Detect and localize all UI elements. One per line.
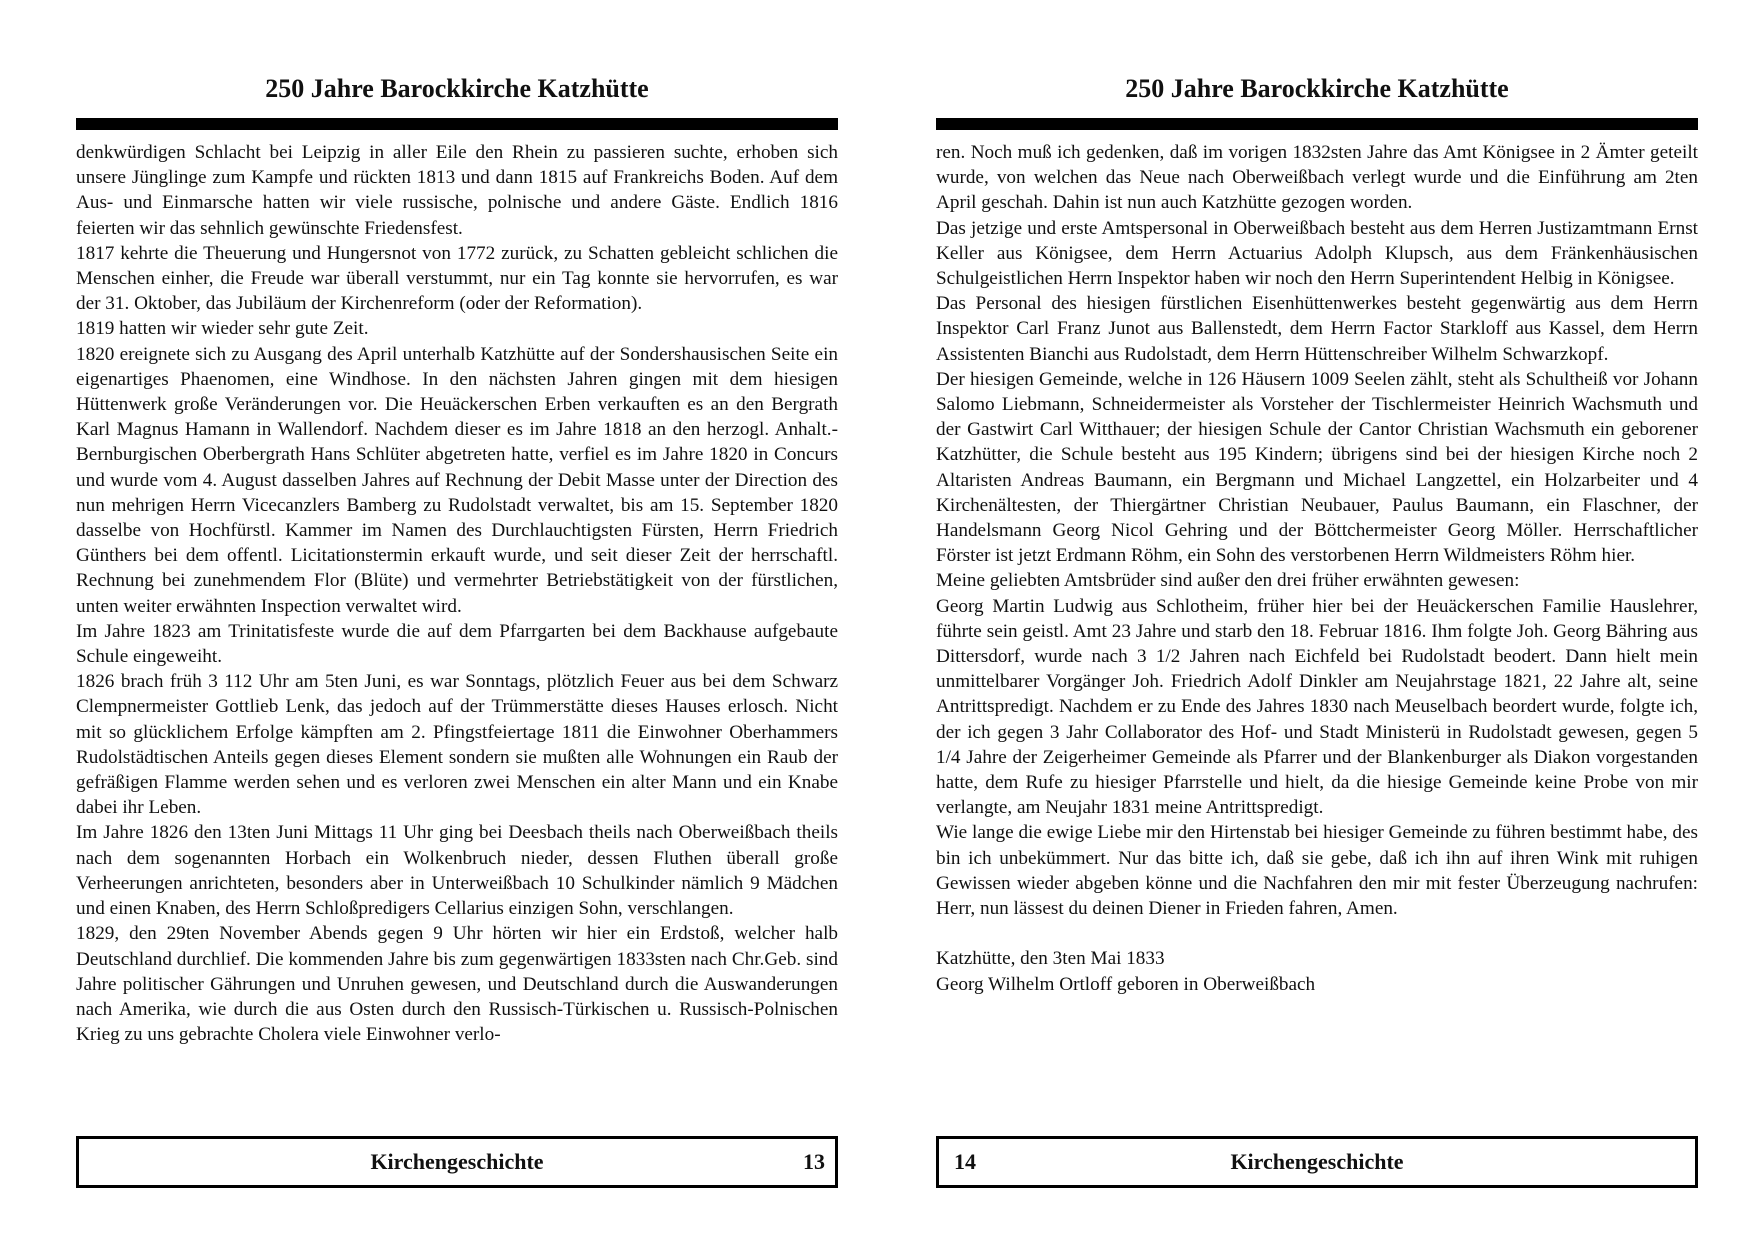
page-number: 13: [803, 1149, 825, 1174]
page-body: [76, 140, 838, 1047]
footer-section-label: Kirchengeschichte: [370, 1149, 544, 1174]
paragraph: 1819 hatten wir wieder sehr gute Zeit.: [76, 318, 369, 340]
paragraph: ren. Noch muß ich gedenken, daß im vorigen 1832sten Jahre das Amt Königsee in 2 Ämter geteilt wurde, von welchen das Neue nach Oberweißbach verlegt wurde und die Einführung am 2ten April geschah. Dahin ist nun auch Katzhütte gezogen worden.: [936, 142, 1698, 214]
paragraph: Meine geliebten Amtsbrüder sind außer den drei früher erwähnten gewesen:: [936, 570, 1520, 592]
paragraph: Das jetzige und erste Amtspersonal in Oberweißbach besteht aus dem Herren Justizamtmann Ernst Keller aus Königsee, dem Herrn Actuarius Adolph Klupsch, aus dem Fränkenhäusischen Schulgeistlichen Herrn Inspektor haben wir noch den Herrn Superintendent Helbig in Königsee.: [936, 217, 1698, 290]
paragraph: Das Personal des hiesigen fürstlichen Eisenhüttenwerkes besteht gegenwärtig aus dem Herrn Inspektor Carl Franz Junot aus Ballenstedt, dem Herrn Factor Starkloff aus Kassel, dem Herrn Assistenten Bianchi aus Rudolstadt, dem Herrn Hüttenschreiber Wilhelm Schwarzkopf.: [936, 293, 1698, 365]
signature-place-date: Katzhütte, den 3ten Mai 1833: [936, 948, 1165, 970]
signature-name: Georg Wilhelm Ortloff geboren in Oberweißbach: [936, 973, 1316, 995]
paragraph: Wie lange die ewige Liebe mir den Hirtenstab bei hiesiger Gemeinde zu führen bestimmt habe, des bin ich unbekümmert. Nur das bitte ich, daß sie gebe, daß ich ihn auf ihren Wink mit ruhigen Gewissen wieder abgeben könne und die Nachfahren den mir mit fester Überzeugung nachrufen: Herr, nun lässest du deinen Diener in Frieden fahren, Amen.: [936, 822, 1698, 920]
paragraph: Der hiesigen Gemeinde, welche in 126 Häusern 1009 Seelen zählt, steht als Schultheiß vor Johann Salomo Liebmann, Schneidermeister als Vorsteher der Tischlermeister Heinrich Wachsmuth und der Gastwirt Carl Witthauer; der hiesigen Schule der Cantor Christian Wachsmuth ein geborener Katzhütter, die Schule besteht aus 195 Kindern; übrigens sind bei der hiesigen Kirche noch 2 Altaristen Andreas Baumann, ein Bergmann und Michael Langzettel, ein Holzarbeiter und 4 Kirchenältesten, der Thiergärtner Christian Neubauer, Paulus Baumann, ein Flaschner, der Handelsmann Georg Nicol Gehring und der Böttchermeister Georg Möller. Herrschaftlicher Förster ist jetzt Erdmann Röhm, ein Sohn des verstorbenen Herrn Wildmeisters Röhm hier.: [936, 368, 1698, 567]
paragraph: 1826 brach früh 3 112 Uhr am 5ten Juni, es war Sonntags, plötzlich Feuer aus bei dem Schwarz Clempnermeister Gottlieb Lenk, das jedoch auf der Trümmerstätte dieses Hauses erlosch. Nicht mit so glücklichem Erfolge kämpften am 2. Pfingstfeiertage 1811 die Einwohner Oberhammers Rudolstädtischen Anteils gegen dieses Element sondern sie mußten alle Wohnungen ein Raub der gefräßigen Flamme werden sehen und es verloren zwei Menschen ein alter Mann und ein Knabe dabei ihr Leben.: [76, 671, 838, 819]
left-page: [76, 0, 838, 1240]
page-header-title: 250 Jahre Barockkirche Katzhütte: [265, 74, 649, 103]
page-number: 14: [954, 1149, 976, 1174]
header-rule: [76, 118, 838, 130]
page-footer: [936, 1136, 1698, 1188]
paragraph: Im Jahre 1823 am Trinitatisfeste wurde die auf dem Pfarrgarten bei dem Backhause aufgebaute Schule eingeweiht.: [76, 620, 838, 668]
paragraph: 1820 ereignete sich zu Ausgang des April unterhalb Katzhütte auf der Sondershausischen Seite ein eigenartiges Phaenomen, eine Windhose. In den nächsten Jahren gingen mit dem hiesigen Hüttenwerk große Veränderungen vor. Die Heuäckerschen Erben verkauften es an den Bergrath Karl Magnus Hamann in Wallendorf. Nachdem dieser es im Jahre 1818 an den herzogl. Anhalt.-Bernburgischen Oberbergrath Hans Schlüter abgetreten hatte, verfiel es im Jahre 1820 in Concurs und wurde vom 4. August dasselben Jahres auf Rechnung der Debit Masse unter der Direction des nun mehrigen Herrn Vicecanzlers Bamberg zu Rudolstadt verwaltet, bis am 15. September 1820 dasselbe von Hochfürstl. Kammer im Namen des Durchlauchtigsten Fürsten, Herrn Friedrich Günthers bei dem offentl. Licitationstermin erkauft wurde, und seit dieser Zeit der herrschaftl. Rechnung bei zunehmendem Flor (Blüte) und vermehrter Betriebstätigkeit von der fürstlichen, unten weiter erwähnten Inspection verwaltet wird.: [76, 343, 838, 617]
footer-section-label: Kirchengeschichte: [1230, 1149, 1404, 1174]
right-page: [936, 0, 1698, 1240]
header-rule: [936, 118, 1698, 130]
signature-block: [936, 946, 1698, 996]
paragraph: Im Jahre 1826 den 13ten Juni Mittags 11 Uhr ging bei Deesbach theils nach Oberweißbach theils nach dem sogenannten Horbach ein Wolkenbruch nieder, dessen Fluthen überall große Verheerungen anrichteten, besonders aber in Unterweißbach 10 Schulkinder nämlich 9 Mädchen und einen Knaben, des Herrn Schloßpredigers Cellarius einzigen Sohn, verschlangen.: [76, 822, 838, 920]
page-footer: [76, 1136, 838, 1188]
page-header-title: 250 Jahre Barockkirche Katzhütte: [1125, 74, 1509, 103]
paragraph: 1829, den 29ten November Abends gegen 9 Uhr hörten wir hier ein Erdstoß, welcher halb Deutschland durchlief. Die kommenden Jahre bis zum gegenwärtigen 1833sten nach Chr.Geb. sind Jahre politischer Gährungen und Unruhen gewesen, und Deutschland durch die Auswanderungen nach Amerika, wie durch die aus Osten durch den Russisch-Türkischen u. Russisch-Polnischen Krieg zu uns gebrachte Cholera viele Einwohner verlo-: [76, 923, 838, 1046]
paragraph: 1817 kehrte die Theuerung und Hungersnot von 1772 zurück, zu Schatten gebleicht schlichen die Menschen einher, die Freude war überall verstummt, nur ein Tag konnte sie hervorrufen, es war der 31. Oktober, das Jubiläum der Kirchenreform (oder der Reformation).: [76, 242, 838, 315]
paragraph: denkwürdigen Schlacht bei Leipzig in aller Eile den Rhein zu passieren suchte, erhoben sich unsere Jünglinge zum Kampfe und rückten 1813 und dann 1815 auf Frankreichs Boden. Auf dem Aus- und Einmarsche hatten wir viele russische, polnische und andere Gäste. Endlich 1816 feierten wir das sehnlich gewünschte Friedensfest.: [76, 142, 838, 239]
page-body: [936, 140, 1698, 997]
paragraph: Georg Martin Ludwig aus Schlotheim, früher hier bei der Heuäckerschen Familie Hauslehrer, führte sein geistl. Amt 23 Jahre und starb den 18. Februar 1816. Ihm folgte Joh. Georg Bähring aus Dittersdorf, wurde nach 3 1/2 Jahren nach Eichfeld bei Rudolstadt beodert. Dann hielt mein unmittelbarer Vorgänger Joh. Friedrich Adolf Dinkler am Neujahrstage 1821, 22 Jahre alt, seine Antrittspredigt. Nachdem er zu Ende des Jahres 1830 nach Meuselbach beordert wurde, folgte ich, der ich gegen 3 Jahr Collaborator des Hof- und Stadt Ministerü in Rudolstadt gewesen, gegen 5 1/4 Jahre der Zeigerheimer Gemeinde als Pfarrer und der Blankenburger als Diakon vorgestanden hatte, dem Rufe zu hiesiger Pfarrstelle und hielt, da die hiesige Gemeinde keine Probe von mir verlangte, am Neujahr 1831 meine Antrittspredigt.: [936, 595, 1698, 819]
